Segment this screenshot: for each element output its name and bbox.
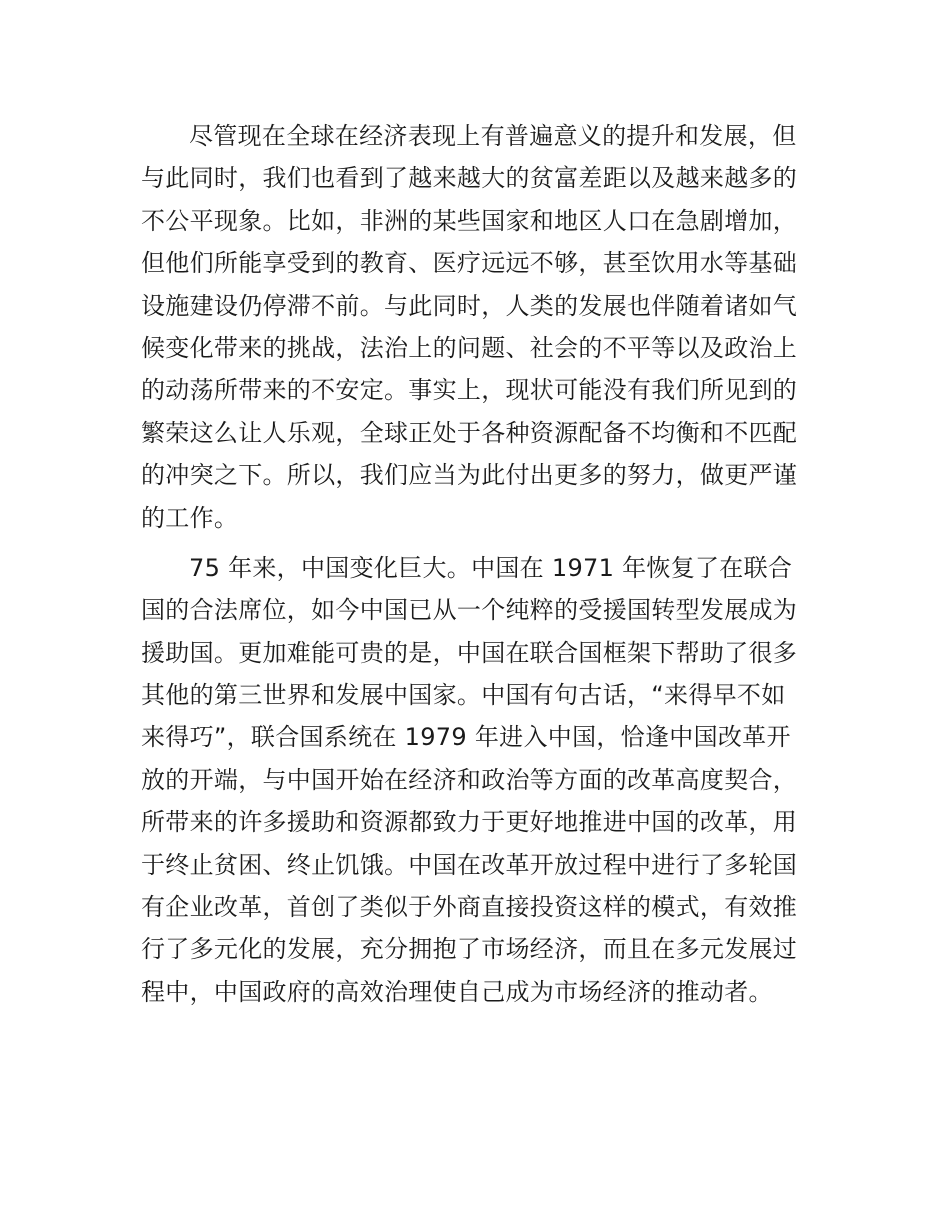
document-body [141,115,811,1013]
paragraph-line: 与此同时，我们也看到了越来越大的贫富差距以及越来越多的 [141,164,798,193]
paragraph-line: 援助国。更加难能可贵的是，中国在联合国框架下帮助了很多 [141,638,798,667]
paragraph-1 [141,115,811,539]
paragraph-line: 设施建设仍停滞不前。与此同时，人类的发展也伴随着诸如气 [141,291,798,320]
paragraph-2 [141,547,811,1013]
paragraph-spacer [141,539,811,547]
paragraph-line: 其他的第三世界和发展中国家。中国有句古话，“来得早不如 [141,681,786,710]
paragraph-line: 行了多元化的发展，充分拥抱了市场经济，而且在多元发展过 [141,935,798,964]
paragraph-line: 来得巧”，联合国系统在 1979 年进入中国，恰逢中国改革开 [141,723,791,752]
paragraph-line: 有企业改革，首创了类似于外商直接投资这样的模式，有效推 [141,893,798,922]
paragraph-line: 不公平现象。比如，非洲的某些国家和地区人口在急剧增加， [141,206,798,235]
paragraph-line: 的工作。 [141,503,239,532]
paragraph-line: 放的开端，与中国开始在经济和政治等方面的改革高度契合， [141,765,798,794]
paragraph-line: 尽管现在全球在经济表现上有普遍意义的提升和发展，但 [189,122,797,150]
paragraph-line: 但他们所能享受到的教育、医疗远远不够，甚至饮用水等基础 [141,249,798,278]
paragraph-line: 的冲突之下。所以，我们应当为此付出更多的努力，做更严谨 [141,461,798,490]
paragraph-line: 程中，中国政府的高效治理使自己成为市场经济的推动者。 [141,977,773,1006]
paragraph-line: 候变化带来的挑战，法治上的问题、社会的不平等以及政治上 [141,333,798,362]
paragraph-line: 的动荡所带来的不安定。事实上，现状可能没有我们所见到的 [141,376,798,405]
paragraph-line: 繁荣这么让人乐观，全球正处于各种资源配备不均衡和不匹配 [141,418,798,447]
paragraph-line: 所带来的许多援助和资源都致力于更好地推进中国的改革，用 [141,808,798,837]
paragraph-line: 于终止贫困、终止饥饿。中国在改革开放过程中进行了多轮国 [141,850,798,879]
paragraph-line: 75 年来，中国变化巨大。中国在 1971 年恢复了在联合 [189,553,793,582]
paragraph-line: 国的合法席位，如今中国已从一个纯粹的受援国转型发展成为 [141,596,798,625]
